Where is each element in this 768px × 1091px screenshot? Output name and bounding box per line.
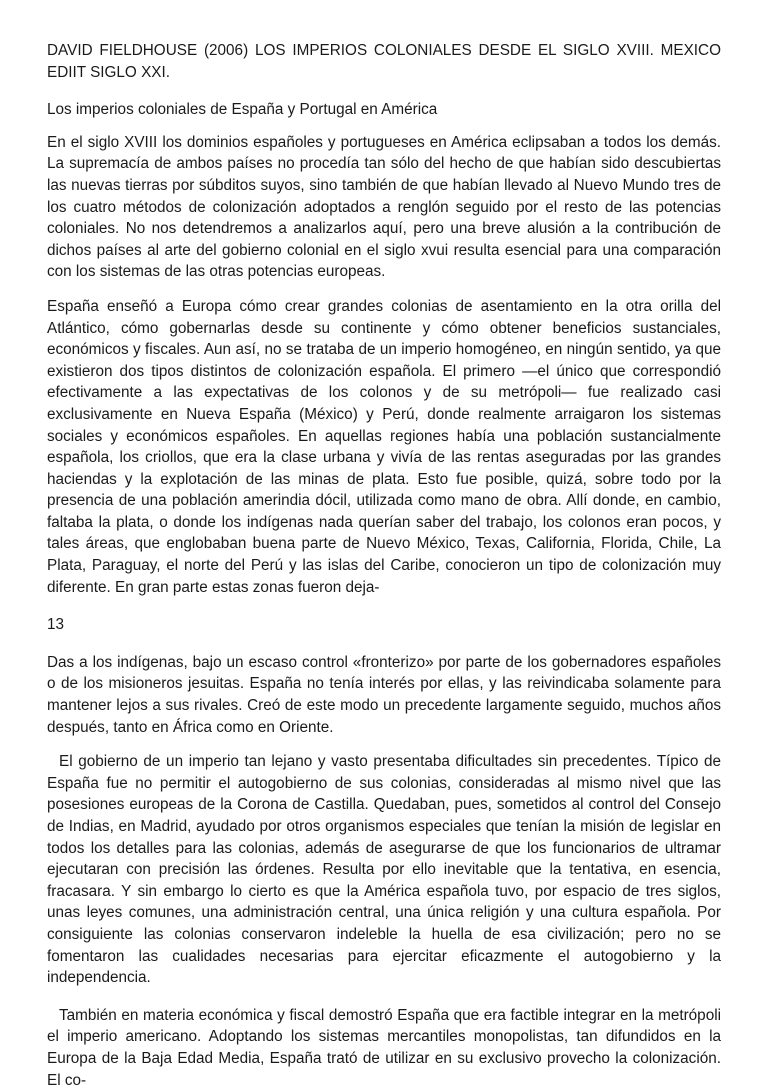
document-title: DAVID FIELDHOUSE (2006) LOS IMPERIOS COLONIALES DESDE EL SIGLO XVIII. MEXICO EDIIT SIGLO XXI.: [47, 42, 721, 81]
paragraph-1: En el siglo XVIII los dominios españoles y portugueses en América eclipsaban a todos los demás. La supremacía de ambos países no procedía tan sólo del hecho de que habían sido descubiertas las nuevas tierras por súbditos suyos, sino también de que habían llevado al Nuevo Mundo tres de los cuatro métodos de colonización adoptados a renglón seguido por el resto de las potencias coloniales. No nos detendremos a analizarlos aquí, pero una breve alusión a la contribución de dichos países al arte del gobierno colonial en el siglo xvui resulta esencial para una comparación con los sistemas de las otras potencias europeas.: [47, 133, 721, 281]
page-number: 13: [47, 616, 65, 634]
paragraph-2: España enseñó a Europa cómo crear grandes colonias de asentamiento en la otra orilla del Atlántico, cómo gobernarlas desde su continente y cómo obtener beneficios sustanciales, económicos y fiscales. Aun así, no se trataba de un imperio homogéneo, en ningún sentido, ya que existieron dos tipos distintos de colonización española. El primero —el único que correspondió efectivamente a las expectativas de los colonos y de su metrópoli— fue realizado casi exclusivamente en Nueva España (México) y Perú, donde realmente arraigaron los sistemas sociales y económicos españoles. En aquellas regiones había una población sustancialmente española, los criollos, que era la clase urbana y vivía de las rentas aseguradas por las grandes haciendas y la explotación de las minas de plata. Esto fue posible, quizá, sobre todo por la presencia de una población amerindia dócil, utilizada como mano de obra. Allí donde, en cambio, faltaba la plata, o donde los indígenas nada querían saber del trabajo, los colonos eran pocos, y tales áreas, que englobaban buena parte de Nuevo México, Texas, California, Florida, Chile, La Plata, Paraguay, el norte del Perú y las islas del Caribe, conocieron un tipo de colonización muy diferente. En gran parte estas zonas fueron deja-: [47, 297, 721, 596]
paragraph-4: El gobierno de un imperio tan lejano y vasto presentaba dificultades sin precedentes. Típico de España fue no permitir el autogobierno de sus colonias, consideradas al mismo nivel que las posesiones europeas de la Corona de Castilla. Quedaban, pues, sometidos al control del Consejo de Indias, en Madrid, ayudado por otros organismos especiales que tenían la misión de legislar en todos los detalles para las colonias, además de asegurarse de que los funcionarios de ultramar ejecutaran con precisión las órdenes. Resulta por ello inevitable que la tentativa, en esencia, fracasara. Y sin embargo lo cierto es que la América española tuvo, por espacio de tres siglos, unas leyes comunes, una administración central, una única religión y una cultura española. Por consiguiente las colonias conservaron indeleble la huella de esa civilización; pero no se fomentaron las cualidades necesarias para ejercitar eficazmente el autogobierno y la independencia.: [47, 753, 721, 987]
section-heading: Los imperios coloniales de España y Portugal en América: [47, 101, 438, 119]
paragraph-5: También en materia económica y fiscal demostró España que era factible integrar en la metrópoli el imperio americano. Adoptando los sistemas mercantiles monopolistas, tan difundidos en la Europa de la Baja Edad Media, España trató de utilizar en su exclusivo provecho la colonización. El co-: [47, 1006, 721, 1089]
paragraph-3: Das a los indígenas, bajo un escaso control «fronterizo» por parte de los gobernadores españoles o de los misioneros jesuitas. España no tenía interés por ellas, y las reivindicaba solamente para mantener lejos a sus rivales. Creó de este modo un precedente largamente seguido, muchos años después, tanto en África como en Oriente.: [47, 653, 721, 736]
document-page: [47, 40, 721, 1091]
